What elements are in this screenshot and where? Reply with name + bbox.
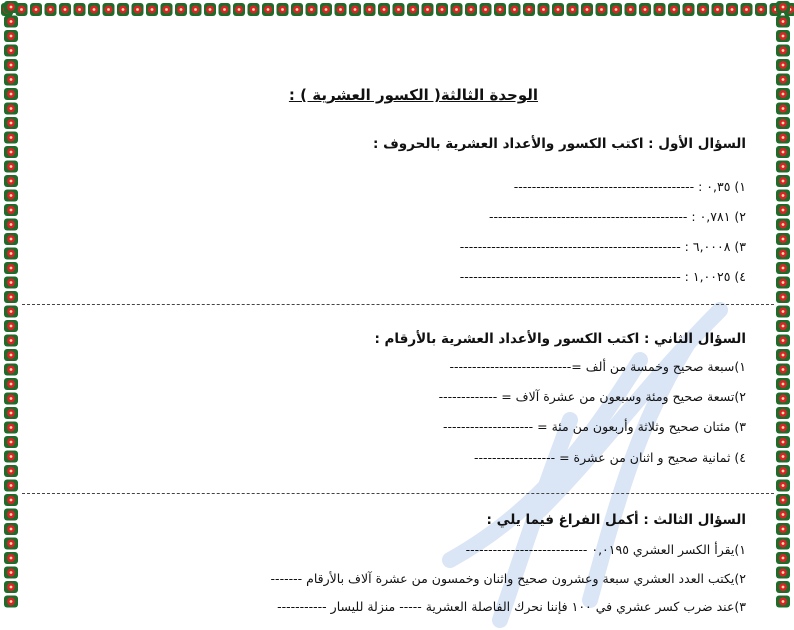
- question-2-item-3: ٣) مئتان صحيح وثلاثة وأربعون من مئة = --------------------: [442, 419, 746, 434]
- question-3-item-3: ٣)عند ضرب كسر عشري في ١٠٠ فإننا نحرك الفاصلة العشرية ----- منزلة لليسار -----------: [277, 599, 746, 614]
- question-2-item-1: ١)سبعة صحيح وخمسة من ألف =---------------------------: [449, 359, 746, 374]
- question-1-item-1: ١) ٠,٣٥ : ----------------------------------------: [513, 179, 746, 194]
- question-3-item-2: ٢)يكتب العدد العشري سبعة وعشرون صحيح واثنان وخمسون من عشرة آلاف بالأرقام -------: [270, 571, 746, 586]
- border-pattern-right: [772, 0, 794, 610]
- decorative-border-left: [0, 0, 22, 610]
- question-1-heading: السؤال الأول : اكتب الكسور والأعداد العشرية بالحروف :: [373, 136, 746, 152]
- border-pattern-left: [0, 0, 22, 610]
- question-1-item-4: ٤) ١,٠٠٢٥ : -------------------------------------------------: [459, 269, 746, 284]
- question-1-item-3: ٣) ٦,٠٠٠٨ : -------------------------------------------------: [459, 239, 746, 254]
- decorative-border-right: [772, 0, 794, 610]
- question-1-item-2: ٢) ٠,٧٨١ : --------------------------------------------: [488, 209, 746, 224]
- question-2-item-4: ٤) ثمانية صحيح و اثنان من عشرة = ------------------: [473, 450, 746, 465]
- page-title: الوحدة الثالثة( الكسور العشرية ) :: [288, 86, 538, 104]
- question-3-heading: السؤال الثالث : أكمل الفراغ فيما يلي :: [486, 512, 746, 528]
- question-2-item-2: ٢)تسعة صحيح ومئة وسبعون من عشرة آلاف = -------------: [438, 389, 746, 404]
- question-3-item-1: ١)يقرأ الكسر العشري ٠,٠١٩٥ ---------------------------: [465, 542, 746, 557]
- section-divider-1: [22, 304, 774, 305]
- question-2-heading: السؤال الثاني : اكتب الكسور والأعداد العشرية بالأرقام :: [374, 331, 746, 347]
- worksheet: [44, 0, 750, 614]
- section-divider-2: [22, 493, 774, 494]
